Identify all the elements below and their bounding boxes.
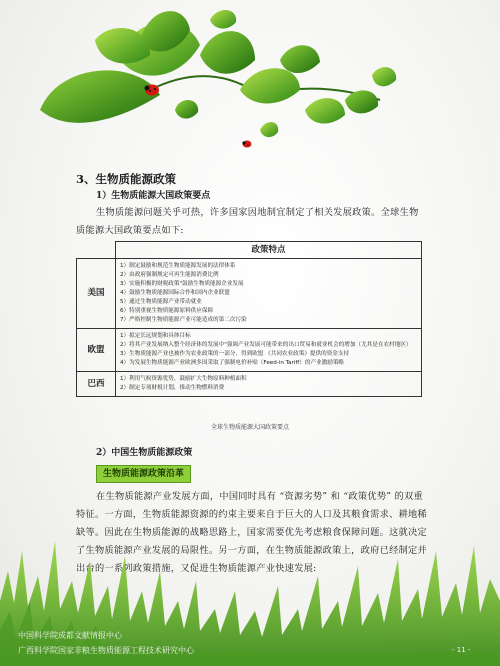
section-title: 3、生物质能源政策 [76, 172, 177, 186]
list-item: 1）利用气候资源优势，鼓励扩大生物原料种植面积 [120, 376, 247, 382]
subsection-title: 2）中国生物质能源政策 [96, 448, 193, 458]
region-cell: 欧盟 [77, 329, 116, 372]
list-item: 1）拟定长远规划和具体目标 [120, 333, 191, 339]
footer-institution-1: 中国科学院成都文献情报中心 [18, 631, 122, 640]
list-item: 2）将其产业发展纳入整个经济体的发展中"强调产业发展可能带来的出口贸易和就业机会的增加（尤其是在农村地区） [120, 342, 412, 348]
list-item: 6）特别重视生物质能源原料供应保障 [120, 308, 214, 314]
table-row [77, 259, 422, 329]
intro-paragraph: 生物质能源问题关乎可热，许多国家因地制宜制定了相关发展政策。全球生物质能源大国政策要点如下: [76, 207, 419, 236]
page-number: - 11 - [452, 646, 471, 654]
table-caption: 全球生物质能源大国政策要点 [210, 424, 289, 431]
list-item: 7）严格控制生物质能源产业可能造成的第二次污染 [120, 317, 247, 323]
list-item: 2）制定专项财税计划，推动生物燃料消费 [120, 385, 225, 391]
leaves-illustration [0, 0, 500, 190]
list-item: 1）制定鼓励和规范生物质能源发展的法律体系 [120, 263, 236, 269]
list-item: 3）生物质能源产业也被作为农业政策的一部分，得到欧盟 《共同农业政策》提供的资金支持 [120, 351, 350, 357]
region-cell: 巴西 [77, 372, 116, 397]
table-row [77, 372, 422, 397]
list-item: 4）为发展生物质能源产业欧洲多国采取了强制电价补贴（Feed-in Tariff）的产业激励策略 [120, 360, 345, 366]
list-item: 5）通过生物质能源产业带动就业 [120, 299, 202, 305]
table-row [77, 329, 422, 372]
body-paragraph: 在生物质能源产业发展方面，中国同时具有 “资源劣势” 和 “政策优势” 的双重特征。一方面，生物质能源资源的约束主要来自于巨大的人口及其粮食需求、耕地稀缺等。因此在生物质能源的战略思路上，国家需要优先考虑粮食保障问题。这就决定了生物质能源产业发展的局限性。另一方面，在生物质能源政策上，政府已经制定并出台的一系列政策措施，又促进生物质能源产业快速发展: [76, 491, 428, 574]
section-badge: 生物质能源政策沿革 [96, 465, 191, 483]
list-item: 4）鼓励生物质能源国际合作和国内企业联盟 [120, 290, 230, 296]
footer-institution-2: 广西科学院国家非粮生物质能源工程技术研究中心 [18, 646, 194, 655]
list-item: 3）实施积极的财税政策"鼓励生物质能源企业发展 [120, 281, 244, 287]
list-item: 2）由政府强制规定可再生能源消费比例 [120, 272, 219, 278]
ladybug-icon [242, 141, 251, 148]
items-cell [116, 259, 422, 329]
items-cell [116, 372, 422, 397]
policy-table [76, 241, 422, 397]
subsection-title: 1）生物质能源大国政策要点 [96, 191, 211, 201]
table-header: 政策特点 [116, 242, 422, 259]
items-cell [116, 329, 422, 372]
region-cell: 美国 [77, 259, 116, 329]
